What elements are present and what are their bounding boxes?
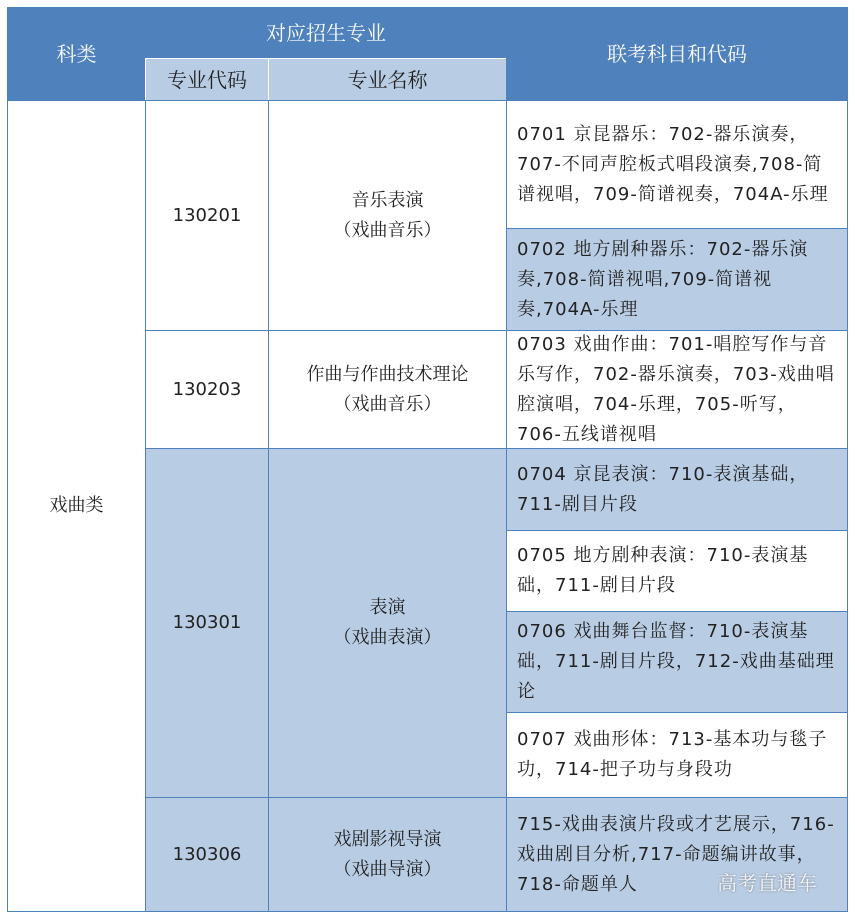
major-name bbox=[268, 100, 507, 331]
major-name-sub: （戏曲音乐） bbox=[333, 393, 442, 415]
major-name bbox=[268, 448, 507, 798]
subject-cell: 0705 地方剧种表演：710-表演基础，711-剧目片段 bbox=[506, 530, 848, 612]
major-name-text: 音乐表演 bbox=[351, 189, 424, 211]
subject-cell: 0707 戏曲形体：713-基本功与毯子功，714-把子功与身段功 bbox=[506, 712, 848, 798]
subject-cell: 0701 京昆器乐：702-器乐演奏，707-不同声腔板式唱段演奏,708-简谱视唱，709-简谱视奏，704A-乐理 bbox=[506, 100, 848, 229]
major-code: 130306 bbox=[145, 797, 269, 912]
subject-cell: 715-戏曲表演片段或才艺展示，716-戏曲剧目分析,717-命题编讲故事，718-命题单人 bbox=[506, 797, 848, 912]
header-category: 科类 bbox=[7, 7, 146, 101]
major-code: 130301 bbox=[145, 448, 269, 798]
header-major-name: 专业名称 bbox=[268, 58, 507, 101]
header-subjects: 联考科目和代码 bbox=[506, 7, 848, 101]
watermark: 高考直通车 bbox=[717, 871, 817, 895]
major-name-text: 表演 bbox=[369, 597, 406, 618]
header-major-code: 专业代码 bbox=[145, 58, 269, 101]
subject-cell: 0702 地方剧种器乐：702-器乐演奏,708-简谱视唱,709-简谱视奏,704A-乐理 bbox=[506, 228, 848, 331]
major-name-sub: （戏曲表演） bbox=[333, 627, 442, 648]
major-name bbox=[268, 330, 507, 449]
subject-cell: 0706 戏曲舞台监督：710-表演基础，711-剧目片段，712-戏曲基础理论 bbox=[506, 611, 848, 713]
major-name-sub: （戏曲音乐） bbox=[333, 219, 442, 241]
subject-cell: 0704 京昆表演：710-表演基础，711-剧目片段 bbox=[506, 448, 848, 531]
header-major-group: 对应招生专业 bbox=[145, 7, 507, 59]
major-name bbox=[268, 797, 507, 912]
major-name-text: 作曲与作曲技术理论 bbox=[306, 363, 469, 385]
major-code: 130201 bbox=[145, 100, 269, 331]
subject-cell: 0703 戏曲作曲：701-唱腔写作与音乐写作，702-器乐演奏，703-戏曲唱腔演唱，704-乐理，705-听写，706-五线谱视唱 bbox=[506, 330, 848, 449]
major-code: 130203 bbox=[145, 330, 269, 449]
major-name-text: 戏剧影视导演 bbox=[333, 828, 442, 850]
category-cell: 戏曲类 bbox=[7, 100, 146, 912]
major-name-sub: （戏曲导演） bbox=[333, 858, 442, 880]
